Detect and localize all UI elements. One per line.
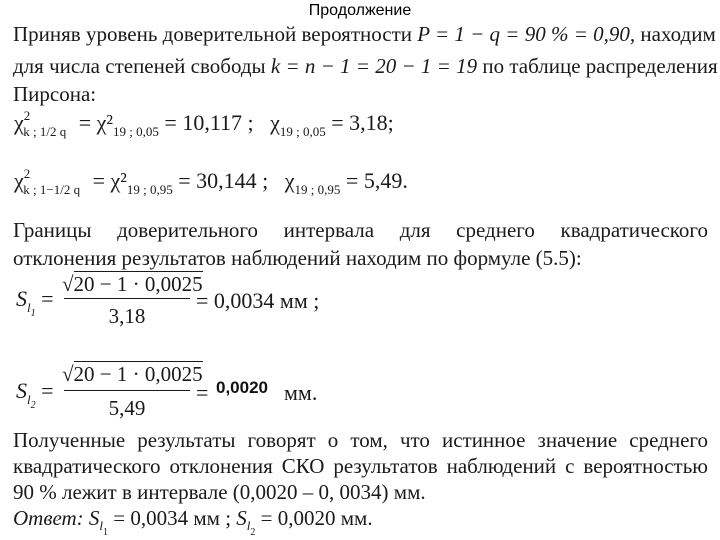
- chi1-rhs: χ: [270, 110, 280, 135]
- formula1-s-subsub: 1: [30, 308, 36, 319]
- answer-s1-subsub: 1: [103, 527, 109, 538]
- formula1-denominator: 3,18: [108, 304, 146, 328]
- para2-line1: Границы доверительного интервала для среднего квадратического: [13, 218, 708, 242]
- para3-line3: 90 % лежит в интервале (0,0020 – 0, 0034) мм.: [13, 480, 426, 504]
- formula1-num-text: 20 − 1 · 0,0025: [73, 272, 203, 296]
- formula2-lhs: $S_{l2}$ =: [16, 378, 54, 411]
- answer-s2-value: = 0,0020 мм.: [260, 506, 373, 530]
- answer-s1-sub: l: [99, 518, 104, 533]
- page-title: Продолжение: [308, 2, 412, 19]
- formula1-fraction-bar: [64, 298, 190, 299]
- formula1-s: S: [16, 286, 27, 311]
- formula2-numerator: √20 − 1 · 0,0025: [62, 362, 203, 386]
- chi1-eq1: = χ²: [78, 110, 114, 135]
- answer-s2-subsub: 2: [250, 527, 256, 538]
- para1-line2: [13, 54, 718, 78]
- chi1-eq1-sub: 19 ; 0,05: [113, 124, 159, 139]
- formula1-lhs: $S_{l1}$ =: [16, 286, 54, 319]
- chi1-val1: = 10,117 ;: [164, 110, 254, 135]
- para3-line1: Полученные результаты говорят о том, что истинное значение среднего: [13, 428, 708, 452]
- chi2-lhs-sub: k ; 1−1/2 q: [23, 182, 81, 197]
- answer-line: [13, 506, 373, 538]
- para1-line1-end: находим: [640, 22, 716, 46]
- chi-row-1: $\chi^2_{k ; 1/2 q} = \chi^2_{19 ; 0,05} = 10,117$ ; $\chi_{19 ; 0,05} = 3,18$;: [14, 108, 394, 139]
- chi2-rhs: χ: [284, 168, 295, 193]
- chi2-rhs-sub: 19 ; 0,95: [294, 182, 341, 197]
- chi2-eq1-sub: 19 ; 0,95: [126, 182, 173, 197]
- para1-line2-formula: k = n − 1 = 20 − 1 = 19: [270, 54, 478, 78]
- formula1-s-sub: l: [27, 300, 31, 315]
- answer-label: Ответ:: [13, 506, 84, 530]
- answer-s2-sub: l: [246, 518, 251, 533]
- formula2-eq: =: [196, 380, 209, 405]
- chi2-val2: = 5,49.: [345, 168, 408, 193]
- para1-line2-text: для числа степеней свободы: [13, 54, 266, 78]
- formula2-denominator: 5,49: [108, 396, 146, 420]
- answer-s2: S: [236, 506, 247, 530]
- answer-s1-value: = 0,0034 мм ;: [113, 506, 232, 530]
- para2-line2: отклонения результатов наблюдений находим по формуле (5.5):: [13, 246, 582, 270]
- formula2-fraction-bar: [64, 390, 190, 391]
- para1-line1-formula: P = 1 − q = 90 % = 0,90,: [417, 22, 636, 46]
- formula2-s-sub: l: [27, 392, 31, 407]
- formula1-result: = 0,0034 мм ;: [196, 288, 320, 313]
- para1-line3: Пирсона:: [13, 82, 97, 106]
- chi2-val1: = 30,144 ;: [178, 168, 269, 193]
- para3-line2: квадратического отклонения СКО результатов наблюдений с вероятностью: [13, 454, 708, 478]
- chi1-lhs-sub: k ; 1/2 q: [23, 124, 67, 139]
- para1-line1-text: Приняв уровень доверительной вероятности: [13, 22, 413, 46]
- para1-line1: [13, 22, 716, 46]
- formula2-s: S: [16, 378, 27, 403]
- chi1-val2: = 3,18;: [331, 110, 394, 135]
- chi2-eq1: = χ²: [92, 168, 127, 193]
- formula2-result-value: 0,0020: [216, 378, 268, 397]
- chi1-rhs-sub: 19 ; 0,05: [279, 124, 326, 139]
- answer-s1: S: [88, 506, 100, 530]
- formula2-s-subsub: 2: [30, 400, 36, 411]
- chi-row-2: $\chi^2_{k ; 1-1/2 q} = \chi^2_{19 ; 0,95} = 30,144$ ; $\chi_{19 ; 0,95} = 5,49$.: [14, 166, 408, 197]
- formula1-numerator: √20 − 1 · 0,0025: [62, 272, 203, 296]
- para1-line2-end: по таблице распределения: [482, 54, 718, 78]
- formula2-unit: мм.: [284, 380, 318, 405]
- formula2-num-text: 20 − 1 · 0,0025: [73, 362, 203, 386]
